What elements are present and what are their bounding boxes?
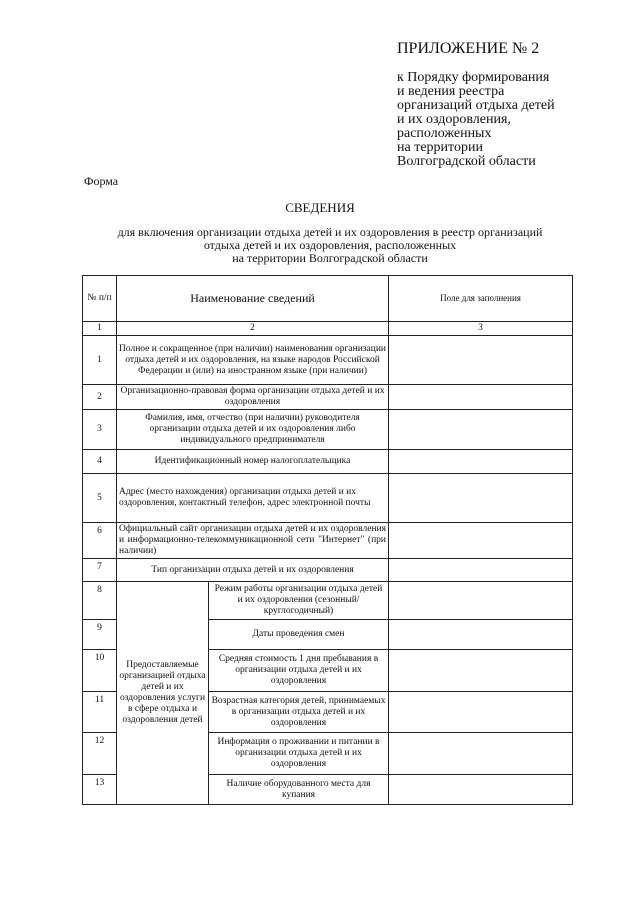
column-number: 1 — [83, 322, 117, 336]
header-field: Поле для заполнения — [389, 276, 573, 322]
table-row — [83, 450, 573, 474]
row-name: Идентификационный номер налогоплательщика — [117, 450, 389, 474]
row-number: 5 — [83, 474, 117, 523]
fill-field[interactable] — [389, 582, 573, 620]
row-number: 4 — [83, 450, 117, 474]
fill-field[interactable] — [389, 336, 573, 385]
fill-field[interactable] — [389, 523, 573, 559]
group-label: Предоставляемые организацией отдыха детей и их оздоровления услуги в сфере отдыха и оздоровления детей — [117, 582, 209, 805]
row-name: Тип организации отдыха детей и их оздоровления — [117, 559, 389, 582]
appendix-title: ПРИЛОЖЕНИЕ № 2 — [397, 40, 540, 57]
appendix-line: организаций отдыха детей — [397, 98, 555, 113]
row-name: Режим работы организации отдыха детей и их оздоровления (сезонный/круглогодичный) — [209, 582, 389, 620]
row-name: Информация о проживании и питании в организации отдыха детей и их оздоровления — [209, 733, 389, 775]
row-number: 8 — [83, 582, 117, 620]
row-name: Организационно-правовая форма организации отдыха детей и их оздоровления — [117, 385, 389, 410]
table-row — [83, 559, 573, 582]
table-row — [83, 385, 573, 410]
row-number: 9 — [83, 620, 117, 650]
appendix-line: и их оздоровления, — [397, 112, 511, 127]
row-name: Даты проведения смен — [209, 620, 389, 650]
fill-field[interactable] — [389, 775, 573, 805]
row-number: 3 — [83, 410, 117, 450]
row-number: 13 — [83, 775, 117, 805]
fill-field[interactable] — [389, 692, 573, 733]
fill-field[interactable] — [389, 410, 573, 450]
appendix-line: на территории — [397, 140, 483, 155]
appendix-line: к Порядку формирования — [397, 70, 550, 85]
fill-field[interactable] — [389, 385, 573, 410]
document-subtitle — [90, 226, 570, 265]
fill-field[interactable] — [389, 450, 573, 474]
table-row — [83, 336, 573, 385]
column-number: 2 — [117, 322, 389, 336]
subtitle-line: отдыха детей и их оздоровления, расположенных — [203, 238, 457, 252]
appendix-line: расположенных — [397, 126, 492, 141]
document-title: СВЕДЕНИЯ — [285, 200, 355, 215]
subtitle-line: для включения организации отдыха детей и их оздоровления в реестр организаций — [117, 225, 543, 239]
table-row — [83, 410, 573, 450]
column-numbers-row — [83, 322, 573, 336]
fill-field[interactable] — [389, 559, 573, 582]
row-number: 6 — [83, 523, 117, 559]
row-name: Адрес (место нахождения) организации отдыха детей и их оздоровления, контактный телефон, адрес электронной почты — [117, 474, 389, 523]
registry-table — [82, 275, 573, 805]
fill-field[interactable] — [389, 474, 573, 523]
form-label: Форма — [84, 174, 119, 188]
table-row — [83, 474, 573, 523]
column-number: 3 — [389, 322, 573, 336]
fill-field[interactable] — [389, 650, 573, 692]
table-row — [83, 582, 573, 620]
appendix-line: Волгоградской области — [397, 154, 536, 169]
row-number: 2 — [83, 385, 117, 410]
row-name: Полное и сокращенное (при наличии) наименования организации отдыха детей и их оздоровления, на языке народов Российской Федерации и (или) на иностранном языке (при наличии) — [117, 336, 389, 385]
appendix-line: и ведения реестра — [397, 84, 505, 99]
row-number: 12 — [83, 733, 117, 775]
table-header-row — [83, 276, 573, 322]
row-number: 1 — [83, 336, 117, 385]
table-row — [83, 523, 573, 559]
row-number: 10 — [83, 650, 117, 692]
row-number: 11 — [83, 692, 117, 733]
fill-field[interactable] — [389, 733, 573, 775]
row-name: Наличие оборудованного места для купания — [209, 775, 389, 805]
row-number: 7 — [83, 559, 117, 582]
header-num: № п/п — [83, 276, 117, 322]
row-name: Возрастная категория детей, принимаемых в организации отдыха детей и их оздоровления — [209, 692, 389, 733]
subtitle-line: на территории Волгоградской области — [232, 251, 428, 265]
header-name: Наименование сведений — [117, 276, 389, 322]
row-name: Официальный сайт организации отдыха детей и их оздоровления и информационно-телекоммуникационной сети "Интернет" (при наличии) — [117, 523, 389, 559]
row-name: Фамилия, имя, отчество (при наличии) руководителя организации отдыха детей и их оздоровления либо индивидуального предпринимателя — [117, 410, 389, 450]
appendix-block — [397, 40, 627, 169]
fill-field[interactable] — [389, 620, 573, 650]
row-name: Средняя стоимость 1 дня пребывания в организации отдыха детей и их оздоровления — [209, 650, 389, 692]
